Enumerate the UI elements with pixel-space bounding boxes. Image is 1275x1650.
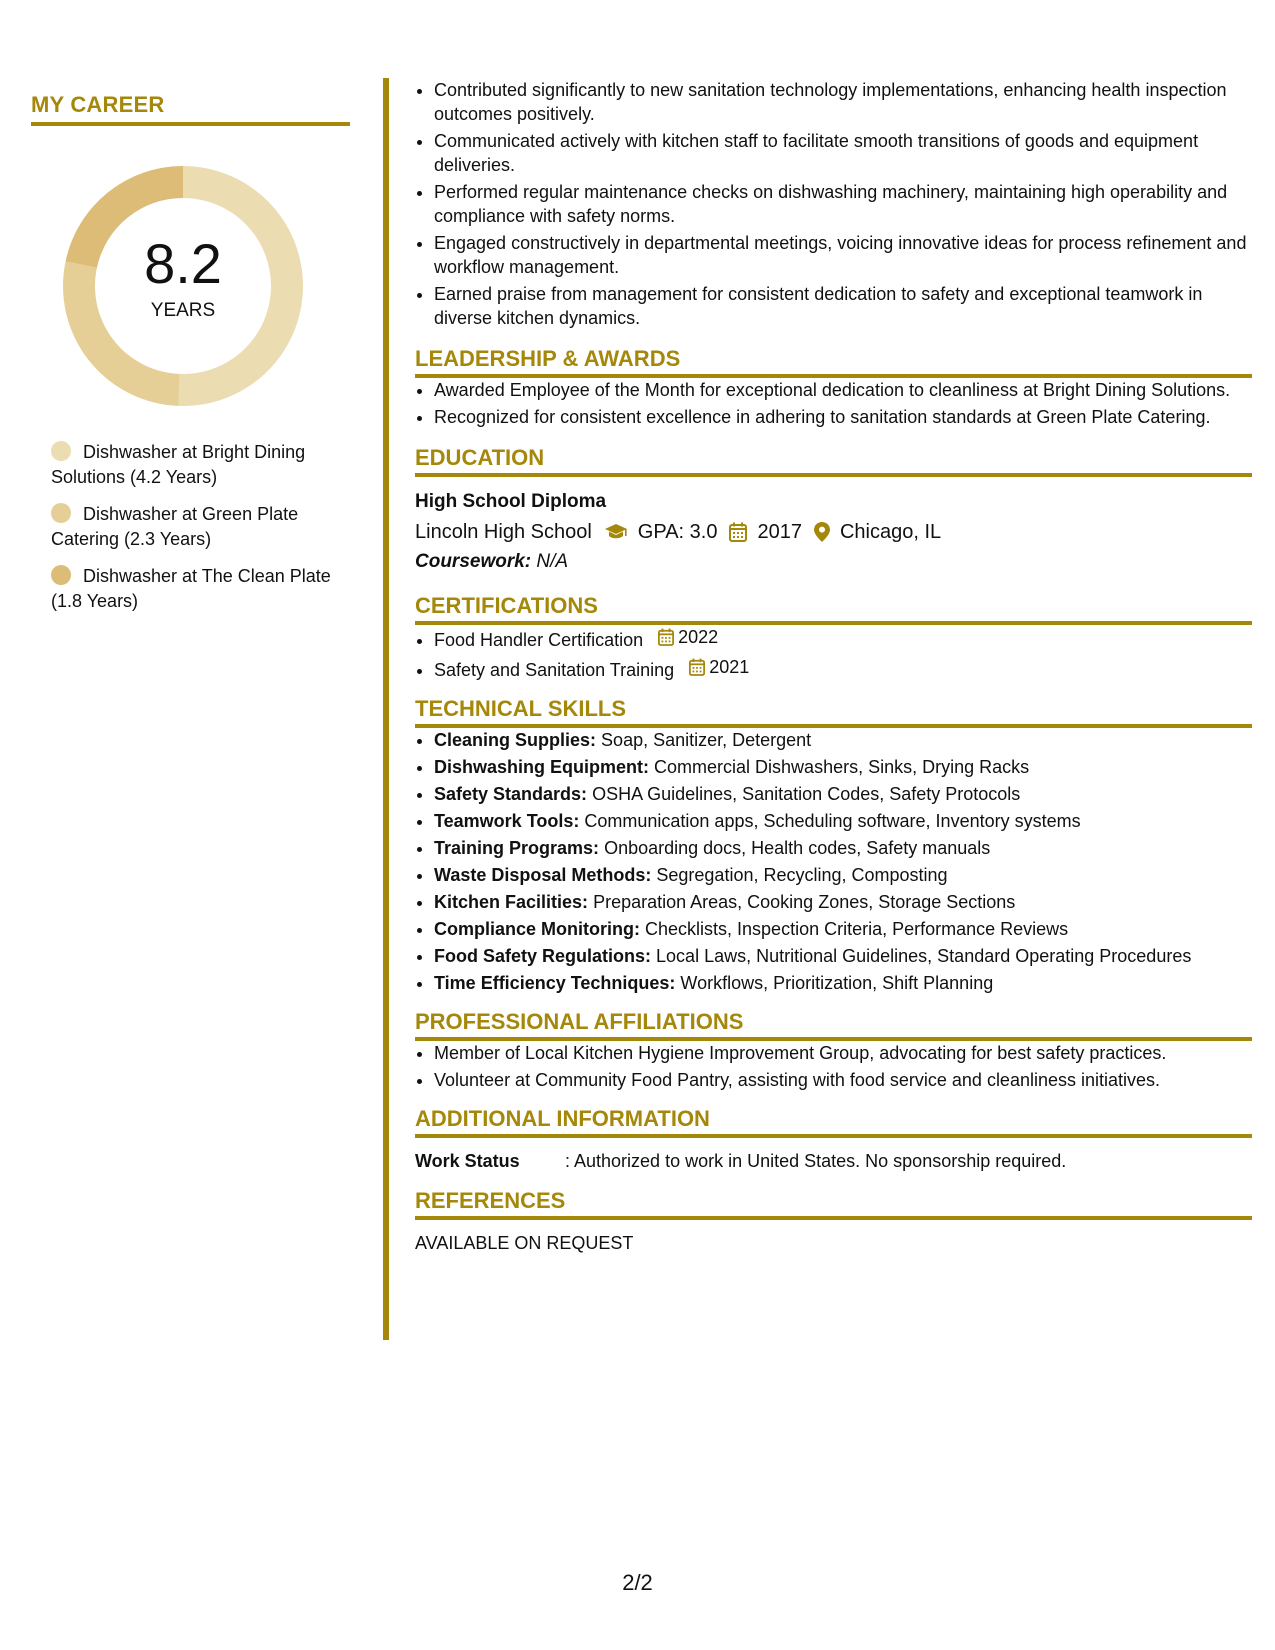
career-legend (51, 440, 341, 614)
education-section-title: EDUCATION (415, 445, 1252, 477)
career-total-unit: YEARS (150, 300, 216, 321)
certification-date (689, 655, 749, 679)
education-year: 2017 (757, 521, 802, 543)
skills-section-title: TECHNICAL SKILLS (415, 696, 1252, 728)
legend-item (51, 440, 341, 490)
skill-item (434, 836, 1252, 860)
skill-value: Workflows, Prioritization, Shift Planning (680, 973, 994, 993)
skill-label: Food Safety Regulations: (434, 946, 652, 966)
affiliation-item: • Member of Local Kitchen Hygiene Improvement Group, advocating for best safety practices. (434, 1041, 1252, 1065)
work-status-row (415, 1148, 1252, 1174)
certification-year: 2021 (709, 657, 750, 677)
donut-center (63, 166, 303, 406)
calendar-icon (729, 522, 747, 542)
legend-item (51, 564, 341, 614)
affiliations-section-title: PROFESSIONAL AFFILIATIONS (415, 1009, 1252, 1041)
leadership-list (415, 378, 1252, 429)
skill-value: Soap, Sanitizer, Detergent (601, 730, 812, 750)
skill-label: Kitchen Facilities: (434, 892, 589, 912)
calendar-icon (689, 658, 705, 676)
references-text: AVAILABLE ON REQUEST (415, 1233, 634, 1253)
skill-value: Preparation Areas, Cooking Zones, Storage Sections (593, 892, 1016, 912)
certification-name: Food Handler Certification (434, 630, 644, 650)
career-total-years: 8.2 (144, 232, 222, 295)
skill-label: Dishwashing Equipment: (434, 757, 650, 777)
skill-label: Training Programs: (434, 838, 600, 858)
leadership-item: • Recognized for consistent excellence in adhering to sanitation standards at Green Plate Catering. (434, 405, 1252, 429)
education-degree: High School Diploma (415, 491, 607, 512)
leadership-section-title: LEADERSHIP & AWARDS (415, 346, 1252, 378)
certification-item (434, 655, 1252, 682)
skill-item (434, 755, 1252, 779)
skill-label: Time Efficiency Techniques: (434, 973, 676, 993)
certification-name: Safety and Sanitation Training (434, 660, 675, 680)
skills-list (415, 728, 1252, 995)
experience-bullet: • Earned praise from management for consistent dedication to safety and exceptional teamwork in diverse kitchen dynamics. (434, 282, 1252, 330)
work-status-label: Work Status (415, 1151, 520, 1171)
skill-value: OSHA Guidelines, Sanitation Codes, Safety Protocols (592, 784, 1021, 804)
skill-value: Checklists, Inspection Criteria, Performance Reviews (645, 919, 1069, 939)
experience-bullet: • Communicated actively with kitchen staff to facilitate smooth transitions of goods and equipment deliveries. (434, 129, 1252, 177)
skill-value: Communication apps, Scheduling software, Inventory systems (584, 811, 1081, 831)
education-school: Lincoln High School (415, 521, 592, 543)
resume-main (415, 78, 1252, 1256)
coursework-value: N/A (536, 551, 569, 572)
column-divider (383, 78, 389, 1340)
skill-value: Segregation, Recycling, Composting (656, 865, 948, 885)
legend-dot-icon (51, 503, 71, 523)
skill-item (434, 944, 1252, 968)
skill-label: Teamwork Tools: (434, 811, 580, 831)
skill-item (434, 890, 1252, 914)
calendar-icon (658, 628, 674, 646)
skill-item (434, 782, 1252, 806)
legend-dot-icon (51, 441, 71, 461)
page-number: 2/2 (622, 1570, 653, 1595)
skill-item (434, 728, 1252, 752)
legend-label: Dishwasher at The Clean Plate (1.8 Years) (51, 566, 331, 611)
certification-item (434, 625, 1252, 652)
skill-item (434, 971, 1252, 995)
career-title: MY CAREER (31, 92, 350, 126)
coursework-label: Coursework: (415, 551, 532, 572)
skill-label: Cleaning Supplies: (434, 730, 597, 750)
graduation-cap-icon (604, 523, 628, 541)
certification-year: 2022 (678, 627, 719, 647)
skill-item (434, 917, 1252, 941)
affiliation-item: • Volunteer at Community Food Pantry, assisting with food service and cleanliness initiatives. (434, 1068, 1252, 1092)
experience-bullets (415, 78, 1252, 330)
legend-label: Dishwasher at Bright Dining Solutions (4.2 Years) (51, 442, 306, 487)
experience-bullet: • Contributed significantly to new sanitation technology implementations, enhancing health inspection outcomes positively. (434, 78, 1252, 126)
career-sidebar (31, 92, 350, 626)
experience-bullet: • Performed regular maintenance checks on dishwashing machinery, maintaining high operability and compliance with safety norms. (434, 180, 1252, 228)
career-donut-chart (63, 166, 303, 406)
skill-value: Local Laws, Nutritional Guidelines, Standard Operating Procedures (656, 946, 1192, 966)
experience-bullet: • Engaged constructively in departmental meetings, voicing innovative ideas for process refinement and workflow management. (434, 231, 1252, 279)
education-gpa: GPA: 3.0 (637, 521, 718, 543)
legend-item (51, 502, 341, 552)
skill-label: Compliance Monitoring: (434, 919, 640, 939)
skill-item (434, 809, 1252, 833)
work-status-value: : Authorized to work in United States. No sponsorship required. (565, 1151, 1067, 1171)
location-pin-icon (814, 522, 830, 542)
skill-item (434, 863, 1252, 887)
certification-date (658, 625, 718, 649)
skill-label: Safety Standards: (434, 784, 588, 804)
education-location: Chicago, IL (839, 521, 942, 543)
legend-label: Dishwasher at Green Plate Catering (2.3 Years) (51, 504, 299, 549)
legend-dot-icon (51, 565, 71, 585)
skill-label: Waste Disposal Methods: (434, 865, 652, 885)
certifications-list (415, 625, 1252, 682)
education-details (415, 517, 1252, 547)
affiliations-list (415, 1041, 1252, 1092)
references-section-title: REFERENCES (415, 1188, 1252, 1220)
skill-value: Commercial Dishwashers, Sinks, Drying Racks (654, 757, 1030, 777)
skill-value: Onboarding docs, Health codes, Safety manuals (604, 838, 991, 858)
certifications-section-title: CERTIFICATIONS (415, 593, 1252, 625)
leadership-item: • Awarded Employee of the Month for exceptional dedication to cleanliness at Bright Dining Solutions. (434, 378, 1252, 402)
additional-section-title: ADDITIONAL INFORMATION (415, 1106, 1252, 1138)
education-coursework (415, 547, 1252, 577)
